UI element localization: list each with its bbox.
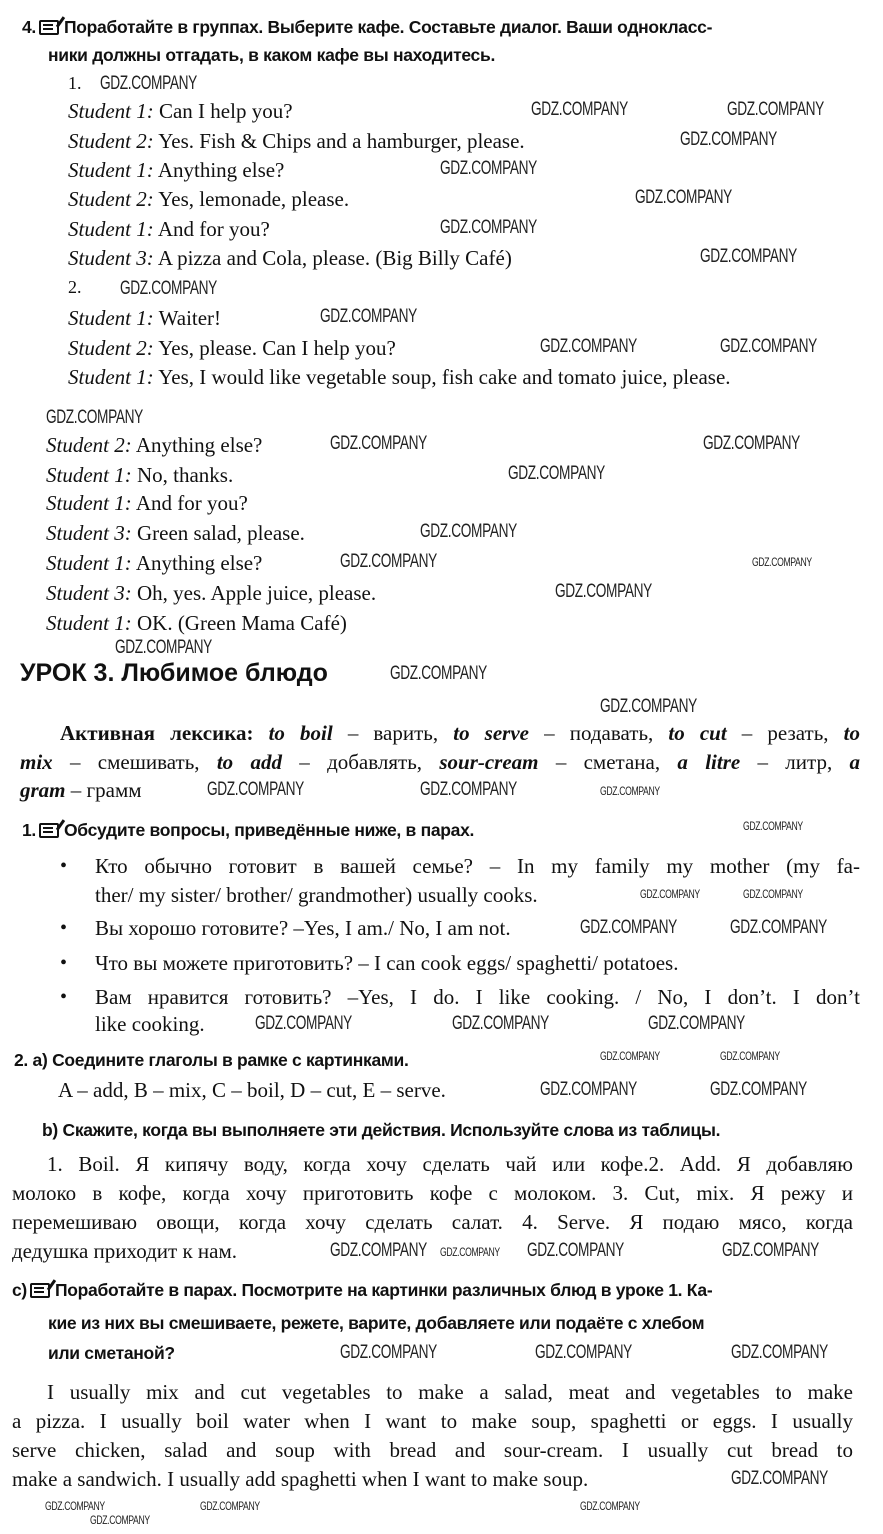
- bullet-icon: •: [60, 855, 68, 877]
- vocab-line-2: mix – смешивать, to add – добавлять, sour-cream – сметана, a litre – литр, a: [20, 750, 860, 774]
- exercise-2b-header: b) Скажите, когда вы выполняете эти действия. Используйте слова из таблицы.: [42, 1120, 721, 1140]
- dialog-label: 2.: [68, 277, 82, 297]
- watermark: GDZ.COMPANY: [743, 819, 803, 833]
- dialog-line: [68, 98, 293, 124]
- dialog-text: Anything else?: [157, 158, 285, 182]
- dialog-line: [46, 462, 233, 488]
- watermark: GDZ.COMPANY: [45, 1499, 105, 1513]
- lesson-title: УРОК 3. Любимое блюдо: [20, 659, 328, 687]
- watermark: GDZ.COMPANY: [703, 433, 800, 454]
- watermark: GDZ.COMPANY: [710, 1079, 807, 1100]
- dialog-line: [46, 550, 262, 576]
- watermark: GDZ.COMPANY: [700, 246, 797, 267]
- watermark: GDZ.COMPANY: [731, 1468, 828, 1489]
- watermark: GDZ.COMPANY: [100, 73, 197, 94]
- dialog-line: [46, 580, 376, 606]
- speaker-label: Student 3:: [46, 581, 132, 605]
- watermark: GDZ.COMPANY: [600, 1049, 660, 1063]
- vocab-line-1: Активная лексика: to boil – варить, to serve – подавать, to cut – резать, to: [60, 721, 860, 745]
- watermark: GDZ.COMPANY: [200, 1499, 260, 1513]
- watermark: GDZ.COMPANY: [722, 1240, 819, 1261]
- watermark: GDZ.COMPANY: [420, 779, 517, 800]
- watermark: GDZ.COMPANY: [720, 336, 817, 357]
- watermark: GDZ.COMPANY: [508, 463, 605, 484]
- watermark: GDZ.COMPANY: [330, 1240, 427, 1261]
- speaker-label: Student 1:: [46, 551, 132, 575]
- exercise-1-header: 1. Обсудите вопросы, приведённые ниже, в парах.: [22, 820, 475, 840]
- dialog-text: And for you?: [135, 491, 248, 515]
- exercise-2c-header-cont: кие из них вы смешиваете, режете, варите, добавляете или подаёте с хлебом: [48, 1313, 705, 1333]
- watermark: GDZ.COMPANY: [600, 784, 660, 798]
- dialog-line: [68, 245, 512, 271]
- speaker-label: Student 1:: [68, 306, 154, 330]
- watermark: GDZ.COMPANY: [452, 1013, 549, 1034]
- watermark: GDZ.COMPANY: [535, 1342, 632, 1363]
- dialog-line: [68, 364, 731, 390]
- vocab-line-3: gram – грамм: [20, 778, 142, 802]
- speaker-label: Student 2:: [68, 187, 154, 211]
- dialog-line: [68, 305, 221, 331]
- watermark: GDZ.COMPANY: [680, 129, 777, 150]
- watermark: GDZ.COMPANY: [115, 637, 212, 658]
- watermark: GDZ.COMPANY: [255, 1013, 352, 1034]
- dialog-line: [68, 157, 284, 183]
- watermark: GDZ.COMPANY: [640, 887, 700, 901]
- bullet-item-cont: like cooking.: [95, 1012, 205, 1036]
- bullet-item: Вы хорошо готовите? –Yes, I am./ No, I am not.: [95, 916, 511, 940]
- watermark: GDZ.COMPANY: [320, 306, 417, 327]
- watermark: GDZ.COMPANY: [731, 1342, 828, 1363]
- paragraph-line: 1. Boil. Я кипячу воду, когда хочу сделать чай или кофе.2. Add. Я добавляю: [47, 1152, 853, 1176]
- watermark: GDZ.COMPANY: [635, 187, 732, 208]
- watermark: GDZ.COMPANY: [390, 663, 487, 684]
- watermark: GDZ.COMPANY: [440, 217, 537, 238]
- dialog-line: [46, 490, 248, 516]
- paragraph-line: a pizza. I usually boil water when I want to make soup, spaghetti or eggs. I usually: [12, 1409, 853, 1433]
- watermark: GDZ.COMPANY: [580, 1499, 640, 1513]
- paragraph-line: serve chicken, salad and soup with bread and sour-cream. I usually cut bread to: [12, 1438, 853, 1462]
- bullet-item: Что вы можете приготовить? – I can cook eggs/ spaghetti/ potatoes.: [95, 951, 679, 975]
- speaker-label: Student 1:: [46, 463, 132, 487]
- paragraph-line: дедушка приходит к нам.: [12, 1239, 238, 1263]
- dialog-text: Oh, yes. Apple juice, please.: [136, 581, 377, 605]
- watermark: GDZ.COMPANY: [600, 696, 697, 717]
- watermark: GDZ.COMPANY: [340, 551, 437, 572]
- speaker-label: Student 3:: [68, 246, 154, 270]
- dialog-line: [46, 520, 305, 546]
- paragraph-line: молоко в кофе, когда хочу приготовить кофе с молоком. 3. Cut, mix. Я режу и: [12, 1181, 853, 1205]
- dialog-text: Waiter!: [158, 306, 222, 330]
- dialog-text: Yes, lemonade, please.: [158, 187, 350, 211]
- dialog-text: Yes, please. Can I help you?: [158, 336, 396, 360]
- watermark: GDZ.COMPANY: [340, 1342, 437, 1363]
- exercise-instruction: Поработайте в группах. Выберите кафе. Составьте диалог. Ваши однокласс-: [64, 17, 713, 37]
- bullet-item: Кто обычно готовит в вашей семье? – In my family my mother (my fa-: [95, 854, 860, 878]
- dialog-text: Green salad, please.: [136, 521, 305, 545]
- dialog-text: And for you?: [157, 217, 270, 241]
- watermark: GDZ.COMPANY: [46, 407, 143, 428]
- dialog-line: [68, 186, 349, 212]
- watermark: GDZ.COMPANY: [648, 1013, 745, 1034]
- exercise-4-header: [22, 14, 712, 40]
- paragraph-line: перемешиваю овощи, когда хочу сделать салат. 4. Serve. Я подаю мясо, когда: [12, 1210, 853, 1234]
- exercise-2a-answer: A – add, B – mix, C – boil, D – cut, E – serve.: [58, 1078, 446, 1102]
- speaker-label: Student 1:: [68, 217, 154, 241]
- speaker-label: Student 1:: [68, 365, 154, 389]
- watermark: GDZ.COMPANY: [730, 917, 827, 938]
- exercise-2c-header-cont: или сметаной?: [48, 1343, 175, 1363]
- paragraph-line: I usually mix and cut vegetables to make a salad, meat and vegetables to make: [47, 1380, 853, 1404]
- watermark: GDZ.COMPANY: [207, 779, 304, 800]
- exercise-instruction-cont: ники должны отгадать, в каком кафе вы находитесь.: [48, 45, 495, 65]
- speaker-label: Student 1:: [68, 99, 154, 123]
- speaker-label: Student 2:: [68, 129, 154, 153]
- watermark: GDZ.COMPANY: [120, 278, 217, 299]
- speaker-label: Student 1:: [68, 158, 154, 182]
- dialog-text: Can I help you?: [158, 99, 293, 123]
- bullet-icon: •: [60, 917, 68, 939]
- watermark: GDZ.COMPANY: [540, 1079, 637, 1100]
- watermark: GDZ.COMPANY: [440, 158, 537, 179]
- speaker-label: Student 1:: [46, 491, 132, 515]
- dialog-text: No, thanks.: [136, 463, 234, 487]
- exercise-2a-header: 2. а) Соедините глаголы в рамке с картинками.: [14, 1050, 409, 1070]
- watermark: GDZ.COMPANY: [531, 99, 628, 120]
- dialog-line: [68, 216, 270, 242]
- dialog-line: [68, 335, 396, 361]
- watermark: GDZ.COMPANY: [752, 555, 812, 569]
- watermark: GDZ.COMPANY: [420, 521, 517, 542]
- dialog-line: [46, 432, 262, 458]
- bullet-icon: •: [60, 952, 68, 974]
- exercise-number: 4.: [22, 17, 36, 37]
- speaker-label: Student 3:: [46, 521, 132, 545]
- paragraph-line: make a sandwich. I usually add spaghetti when I want to make soup.: [12, 1467, 589, 1491]
- speaker-label: Student 2:: [68, 336, 154, 360]
- dialog-text: A pizza and Cola, please. (Big Billy Café): [157, 246, 512, 270]
- watermark: GDZ.COMPANY: [727, 99, 824, 120]
- speaker-label: Student 2:: [46, 433, 132, 457]
- dialog-label: 1.: [68, 73, 82, 93]
- exercise-2c-header: c) Поработайте в парах. Посмотрите на картинки различных блюд в уроке 1. Ка-: [12, 1280, 713, 1300]
- dialog-line: [46, 610, 347, 636]
- watermark: GDZ.COMPANY: [555, 581, 652, 602]
- dialog-line: [68, 128, 525, 154]
- watermark: GDZ.COMPANY: [580, 917, 677, 938]
- pencil-notebook-icon: [39, 823, 59, 838]
- watermark: GDZ.COMPANY: [540, 336, 637, 357]
- pencil-notebook-icon: [30, 1283, 50, 1298]
- dialog-text: Yes. Fish & Chips and a hamburger, please.: [158, 129, 525, 153]
- watermark: GDZ.COMPANY: [330, 433, 427, 454]
- watermark: GDZ.COMPANY: [440, 1245, 500, 1259]
- dialog-text: Anything else?: [135, 551, 263, 575]
- speaker-label: Student 1:: [46, 611, 132, 635]
- bullet-item-cont: ther/ my sister/ brother/ grandmother) usually cooks.: [95, 883, 538, 907]
- watermark: GDZ.COMPANY: [720, 1049, 780, 1063]
- bullet-icon: •: [60, 986, 68, 1008]
- dialog-text: OK. (Green Mama Café): [136, 611, 347, 635]
- watermark: GDZ.COMPANY: [90, 1513, 150, 1527]
- watermark: GDZ.COMPANY: [743, 887, 803, 901]
- dialog-text: Yes, I would like vegetable soup, fish cake and tomato juice, please.: [158, 365, 731, 389]
- pencil-notebook-icon: [39, 20, 59, 35]
- watermark: GDZ.COMPANY: [527, 1240, 624, 1261]
- dialog-text: Anything else?: [135, 433, 263, 457]
- bullet-item: Вам нравится готовить? –Yes, I do. I like cooking. / No, I don’t. I don’t: [95, 985, 860, 1009]
